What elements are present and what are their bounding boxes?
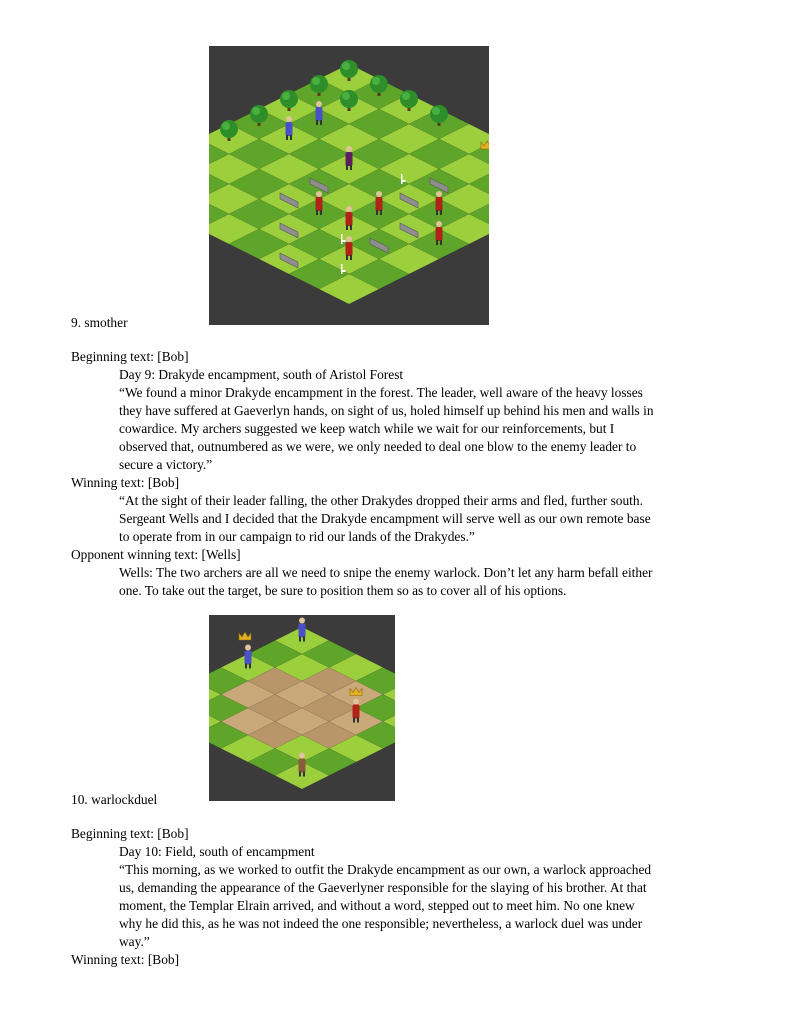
level9-beginning-day: Day 9: Drakyde encampment, south of Aristol Forest: [119, 367, 404, 382]
level10-caption: 10. warlockduel: [71, 792, 158, 807]
level10-beginning-line: way.”: [119, 934, 150, 949]
level9-beginning-line: observed that, outnumbered as we were, we only needed to deal one blow to the enemy leader to: [119, 439, 637, 454]
level9-caption: 9. smother: [71, 315, 128, 330]
level10-beginning-line: “This morning, as we worked to outfit the Drakyde encampment as our own, a warlock approached: [119, 862, 652, 877]
level9-winning-line: “At the sight of their leader falling, the other Drakydes dropped their arms and fled, further south.: [119, 493, 643, 508]
level9-beginning-line: they have suffered at Gaeverlyn hands, on sight of us, holed himself up behind his men and walls in: [119, 403, 654, 418]
level9-beginning-label: Beginning text: [Bob]: [71, 349, 189, 364]
level10-winning-label: Winning text: [Bob]: [71, 952, 180, 967]
level9-map-graphic: [209, 46, 489, 325]
level9-beginning-line: “We found a minor Drakyde encampment in the forest. The leader, well aware of the heavy losses: [119, 385, 643, 400]
level9-map: [209, 46, 489, 325]
level9-opponent-line: Wells: The two archers are all we need to snipe the enemy warlock. Don’t let any harm befall either: [119, 565, 653, 580]
level9-beginning-line: cowardice. My archers suggested we keep watch while we wait for our reinforcements, but I: [119, 421, 615, 436]
level10-beginning-day: Day 10: Field, south of encampment: [119, 844, 315, 859]
level10-map-graphic: [209, 615, 395, 801]
level10-beginning-line: us, demanding the appearance of the Gaeverlyner responsible for the slaying of his brother. At that: [119, 880, 647, 895]
level10-map: [209, 615, 395, 801]
level9-opponent-line: one. To take out the target, be sure to position them so as to cover all of his options.: [119, 583, 567, 598]
level9-winning-line: to operate from in our campaign to rid our lands of the Drakydes.”: [119, 529, 475, 544]
level9-beginning-line: secure a victory.”: [119, 457, 213, 472]
level10-beginning-label: Beginning text: [Bob]: [71, 826, 189, 841]
level9-winning-line: Sergeant Wells and I decided that the Drakyde encampment will serve well as our own remote base: [119, 511, 651, 526]
level10-beginning-line: why he did this, as he was not indeed the one responsible; nevertheless, a warlock duel was under: [119, 916, 643, 931]
level9-winning-label: Winning text: [Bob]: [71, 475, 180, 490]
level9-opponent-label: Opponent winning text: [Wells]: [71, 547, 241, 562]
level10-beginning-line: moment, the Templar Elrain arrived, and without a word, stepped out to meet him. No one knew: [119, 898, 635, 913]
